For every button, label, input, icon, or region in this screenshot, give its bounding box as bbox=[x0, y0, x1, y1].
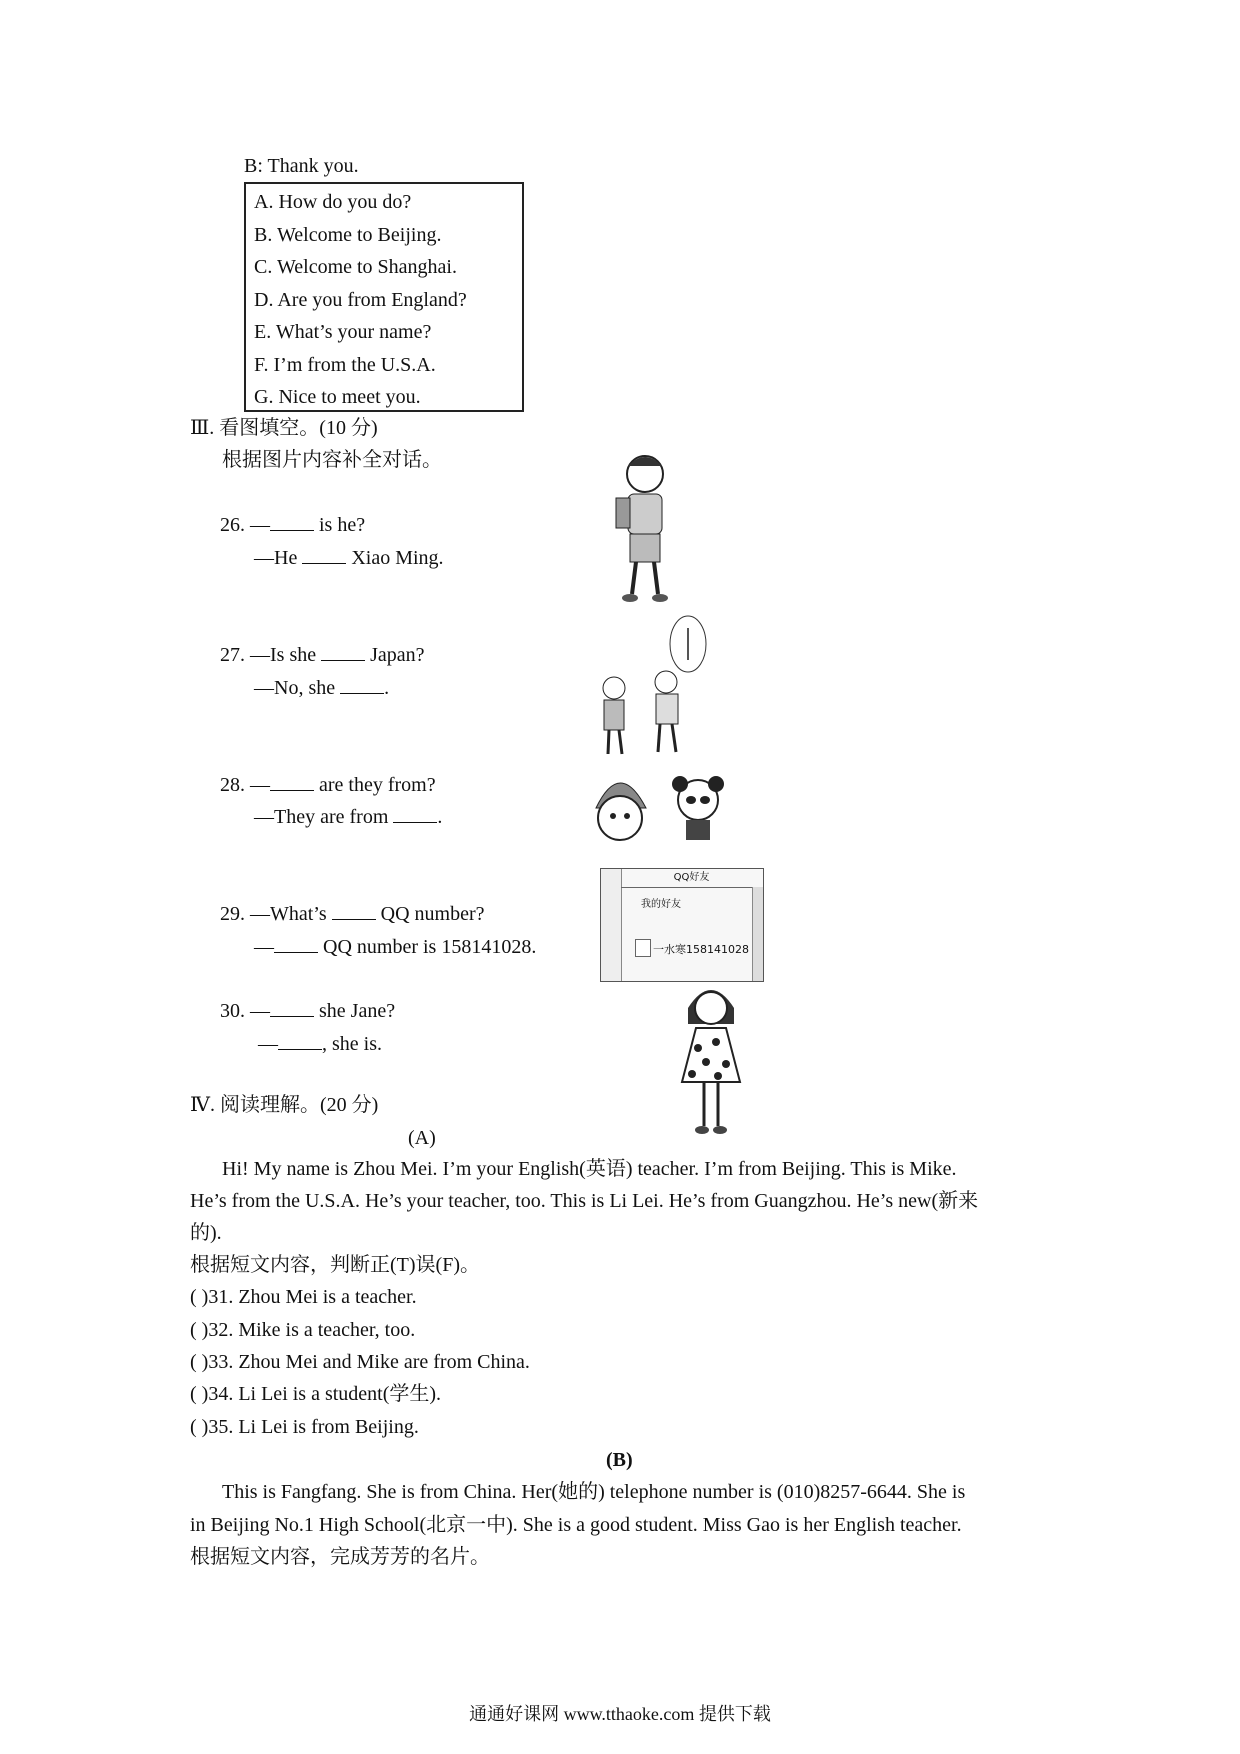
instruction-a: 根据短文内容，判断正(T)误(F)。 bbox=[190, 1254, 480, 1276]
answer-blank[interactable] bbox=[393, 806, 437, 823]
q28-text: . bbox=[437, 806, 443, 828]
q26-line1 bbox=[220, 513, 365, 537]
q29-line2 bbox=[254, 935, 536, 959]
q27-text: Japan? bbox=[365, 644, 425, 666]
q28-text: —They are from bbox=[254, 806, 394, 828]
tf-item-32[interactable]: ( )32. Mike is a teacher, too. bbox=[190, 1319, 416, 1341]
answer-blank[interactable] bbox=[321, 644, 365, 661]
q26-line2 bbox=[254, 546, 444, 570]
boy-illustration bbox=[608, 452, 682, 604]
avatar-icon bbox=[635, 939, 651, 957]
option-g: G. Nice to meet you. bbox=[254, 386, 421, 408]
answer-blank[interactable] bbox=[302, 547, 346, 564]
q30-line2 bbox=[258, 1032, 382, 1056]
q29-text: QQ number is 158141028. bbox=[318, 936, 537, 958]
q30-text: she Jane? bbox=[314, 1000, 396, 1022]
q27-line1 bbox=[220, 643, 425, 667]
q28-line2 bbox=[254, 805, 442, 829]
passage-b-line2: in Beijing No.1 High School(北京一中). She is a good student. Miss Gao is her English teacher. bbox=[190, 1514, 962, 1536]
answer-blank[interactable] bbox=[278, 1033, 322, 1050]
q29-line1 bbox=[220, 902, 485, 926]
q29-text: QQ number? bbox=[375, 903, 485, 925]
answer-blank[interactable] bbox=[340, 677, 384, 694]
q30-text: , she is. bbox=[322, 1033, 382, 1055]
qq-header: QQ好友 bbox=[621, 869, 762, 888]
q26-text: is he? bbox=[314, 514, 366, 536]
qq-group: 我的好友 bbox=[641, 899, 681, 910]
section3-instruction: 根据图片内容补全对话。 bbox=[222, 449, 442, 471]
q30-line1 bbox=[220, 999, 395, 1023]
answer-blank[interactable] bbox=[274, 936, 318, 953]
q28-text: 28. — bbox=[220, 774, 270, 796]
tf-item-33[interactable]: ( )33. Zhou Mei and Mike are from China. bbox=[190, 1351, 530, 1373]
option-a: A. How do you do? bbox=[254, 191, 412, 213]
q29-text: 29. —What’s bbox=[220, 903, 332, 925]
passage-b-line1: This is Fangfang. She is from China. Her(她的) telephone number is (010)8257-6644. She is bbox=[222, 1481, 966, 1503]
options-box bbox=[244, 182, 524, 412]
tf-item-31[interactable]: ( )31. Zhou Mei is a teacher. bbox=[190, 1286, 417, 1308]
answer-blank[interactable] bbox=[270, 514, 314, 531]
q27-text: 27. —Is she bbox=[220, 644, 322, 666]
q26-text: 26. — bbox=[220, 514, 270, 536]
dialogue-end: B: Thank you. bbox=[244, 155, 359, 177]
option-e: E. What’s your name? bbox=[254, 321, 432, 343]
q26-text: Xiao Ming. bbox=[346, 547, 444, 569]
passage-a-line1: Hi! My name is Zhou Mei. I’m your English(英语) teacher. I’m from Beijing. This is Mike. bbox=[222, 1158, 957, 1180]
q30-text: 30. — bbox=[220, 1000, 270, 1022]
q27-text: . bbox=[384, 677, 390, 699]
part-b-label: (B) bbox=[606, 1449, 633, 1471]
girl-illustration bbox=[676, 978, 746, 1138]
q28-line1 bbox=[220, 773, 436, 797]
qq-sidebar bbox=[601, 869, 622, 981]
mascots-illustration bbox=[590, 764, 740, 844]
instruction-b: 根据短文内容，完成芳芳的名片。 bbox=[190, 1546, 490, 1568]
option-f: F. I’m from the U.S.A. bbox=[254, 353, 436, 376]
part-a-label: (A) bbox=[408, 1127, 436, 1149]
qq-scrollbar bbox=[752, 887, 763, 981]
passage-a-line2: He’s from the U.S.A. He’s your teacher, too. This is Li Lei. He’s from Guangzhou. He’s new(新来 bbox=[190, 1190, 979, 1212]
q29-text: — bbox=[254, 936, 274, 958]
tf-item-34[interactable]: ( )34. Li Lei is a student(学生). bbox=[190, 1383, 442, 1405]
q27-text: —No, she bbox=[254, 677, 341, 699]
q27-line2 bbox=[254, 676, 389, 700]
q26-text: —He bbox=[254, 547, 303, 569]
two-kids-illustration bbox=[596, 614, 714, 760]
tf-item-35[interactable]: ( )35. Li Lei is from Beijing. bbox=[190, 1416, 419, 1438]
footer-credit: 通通好课网 www.tthaoke.com 提供下载 bbox=[469, 1704, 771, 1724]
section4-title: Ⅳ. 阅读理解。(20 分) bbox=[190, 1094, 379, 1116]
option-c: C. Welcome to Shanghai. bbox=[254, 256, 457, 278]
answer-blank[interactable] bbox=[332, 903, 376, 920]
q30-text: — bbox=[258, 1033, 278, 1055]
section3-title: Ⅲ. 看图填空。(10 分) bbox=[190, 417, 378, 439]
answer-blank[interactable] bbox=[270, 774, 314, 791]
option-d: D. Are you from England? bbox=[254, 288, 467, 311]
option-b: B. Welcome to Beijing. bbox=[254, 223, 442, 246]
qq-entry: 一水寒158141028 bbox=[653, 943, 749, 956]
qq-window-image bbox=[600, 868, 764, 982]
answer-blank[interactable] bbox=[270, 1000, 314, 1017]
passage-a-line3: 的). bbox=[190, 1222, 222, 1244]
q28-text: are they from? bbox=[314, 774, 436, 796]
